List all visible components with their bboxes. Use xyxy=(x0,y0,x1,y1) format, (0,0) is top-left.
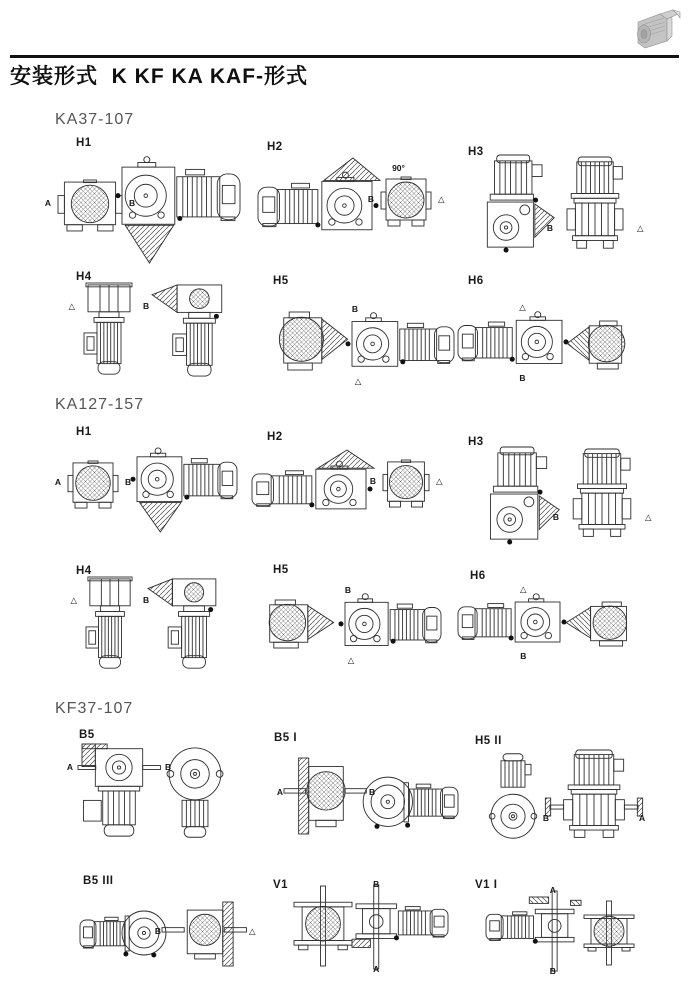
cell-label-ka127-h6: H6 xyxy=(470,570,486,582)
gearmotor-vertical-front xyxy=(567,157,623,248)
figure-annotation: △ xyxy=(645,512,652,523)
figure-annotation: B xyxy=(143,301,150,312)
gearmotor-side-round xyxy=(363,777,458,829)
cell-label-kf37-h5ii: H5 II xyxy=(475,735,502,747)
flange-circle-motor-below xyxy=(167,748,223,837)
figure-annotation: A xyxy=(276,787,283,798)
figure-annotation: B xyxy=(373,879,380,889)
gearbox-front-cone-left xyxy=(566,602,626,646)
figure-annotation: A xyxy=(44,197,51,208)
gearbox-front-view xyxy=(68,461,118,508)
figure-annotation: A xyxy=(373,964,380,974)
gearmotor-vertical-front xyxy=(573,449,631,536)
gearmotor-side-hatch-below xyxy=(116,157,241,263)
figure-annotation: B xyxy=(351,304,359,314)
figure-annotation: A xyxy=(54,477,61,488)
figure-annotation: △ xyxy=(519,302,526,312)
gearbox-vertical-shaft-motor-right xyxy=(352,885,448,969)
motor-top-flange-circle-below xyxy=(489,754,537,838)
figure-annotation: △ xyxy=(347,655,355,665)
figure-annotation: B xyxy=(367,194,374,204)
figure-annotation: B xyxy=(549,966,556,976)
cell-label-kf37-v1i: V1 I xyxy=(475,879,498,891)
figure-annotation: B xyxy=(546,223,553,234)
cell-label-ka37-h1: H1 xyxy=(76,137,92,149)
figure-annotation: B xyxy=(143,595,150,606)
gearbox-vertical-shaft-flange-front xyxy=(584,901,634,965)
figure-annotation: B xyxy=(129,197,136,208)
gearbox-front-cone-right xyxy=(269,600,333,648)
figure-annotation: B xyxy=(542,813,549,824)
figure-annotation: △ xyxy=(519,584,527,594)
cell-label-ka37-h5: H5 xyxy=(273,275,289,287)
figure-annotation: A xyxy=(549,885,556,895)
gearbox-front-shaft-wall-right xyxy=(162,902,246,966)
section-title-ka127-157: KA127-157 xyxy=(55,396,145,413)
cell-label-ka37-h6: H6 xyxy=(468,275,484,287)
page-title: 安装形式 K KF KA KAF-形式 xyxy=(10,65,309,88)
cell-label-ka127-h5: H5 xyxy=(273,564,289,576)
gearmotor-side-motor-left-shaft-right xyxy=(458,594,567,642)
figure-annotation: △ xyxy=(68,301,75,312)
gearmotor-side-motor-left-hatch-above xyxy=(258,158,380,230)
figure-annotation: B xyxy=(519,373,526,383)
cell-label-kf37-b5iii: B5 III xyxy=(83,875,114,887)
gearbox-front-cone-right xyxy=(279,312,347,370)
figure-annotation: B xyxy=(125,477,132,488)
cell-label-kf37-b5i: B5 I xyxy=(274,732,298,744)
gearmotor-vertical-motor-bottom-hatch-left xyxy=(152,285,222,376)
gearmotor-side-motor-left-flange xyxy=(80,911,166,958)
figure-annotation: B xyxy=(369,476,376,487)
cell-label-ka127-h1: H1 xyxy=(76,426,92,438)
cell-label-kf37-b5: B5 xyxy=(79,729,95,741)
cell-label-kf37-v1: V1 xyxy=(273,879,289,891)
gearmotor-side-motor-left-hatch-above xyxy=(252,450,374,509)
cell-label-ka37-h3: H3 xyxy=(468,146,484,158)
figure-annotation: B xyxy=(369,787,376,798)
gearmotor-vertical-motor-bottom xyxy=(84,283,132,374)
cell-label-ka37-h4: H4 xyxy=(76,271,92,283)
gearbox-front-cone-left xyxy=(567,321,625,369)
gearbox-front-view xyxy=(58,180,122,231)
figure-annotation: B xyxy=(165,761,172,772)
figure-annotation: 90° xyxy=(392,163,405,173)
gearmotor-side-shaft-left xyxy=(346,313,455,367)
gearbox-front-view xyxy=(383,460,429,507)
gearmotor-side-hatch-below xyxy=(131,448,238,532)
figure-annotation: △ xyxy=(637,223,644,234)
figure-annotation: △ xyxy=(438,194,445,204)
gearmotor-side-motor-left-shaft-right xyxy=(458,312,569,364)
gearmotor-vertical-motor-bottom xyxy=(86,577,132,668)
gearbox-vertical-shaft-flange-front xyxy=(294,886,352,966)
figure-annotation: B xyxy=(344,585,352,595)
gearbox-front-wall-top-motor-below xyxy=(78,744,160,836)
figure-annotation: B xyxy=(520,651,527,661)
gearbox-front-shaft-wall-left xyxy=(284,758,366,834)
cell-label-ka127-h2: H2 xyxy=(267,431,283,443)
gearmotor-vertical-motor-top-hatch-right xyxy=(490,447,559,545)
section-title-ka37-107: KA37-107 xyxy=(55,111,135,128)
cell-label-ka37-h2: H2 xyxy=(267,141,283,153)
section-title-kf37-107: KF37-107 xyxy=(55,700,134,717)
figure-annotation: A xyxy=(639,813,646,824)
gearbox-front-view xyxy=(381,177,431,226)
cell-label-ka127-h3: H3 xyxy=(468,436,484,448)
figure-annotation: A xyxy=(66,761,73,772)
gearmotor-side-shaft-left xyxy=(339,594,442,646)
figure-annotation: B xyxy=(552,512,559,523)
cell-label-ka127-h4: H4 xyxy=(76,565,92,577)
gearmotor-vertical-motor-top-hatch-right xyxy=(487,155,554,253)
figure-annotation: △ xyxy=(436,476,443,487)
gearmotor-vertical-front-shaft xyxy=(542,750,642,837)
figure-annotation: △ xyxy=(249,925,256,936)
gearmotor-vertical-motor-bottom-hatch-left xyxy=(148,579,216,668)
figure-annotation: △ xyxy=(70,595,77,606)
gearbox-vertical-shaft-motor-left-wall-top xyxy=(486,891,581,971)
figure-annotation: B xyxy=(154,925,161,936)
figure-annotation: △ xyxy=(354,376,362,386)
